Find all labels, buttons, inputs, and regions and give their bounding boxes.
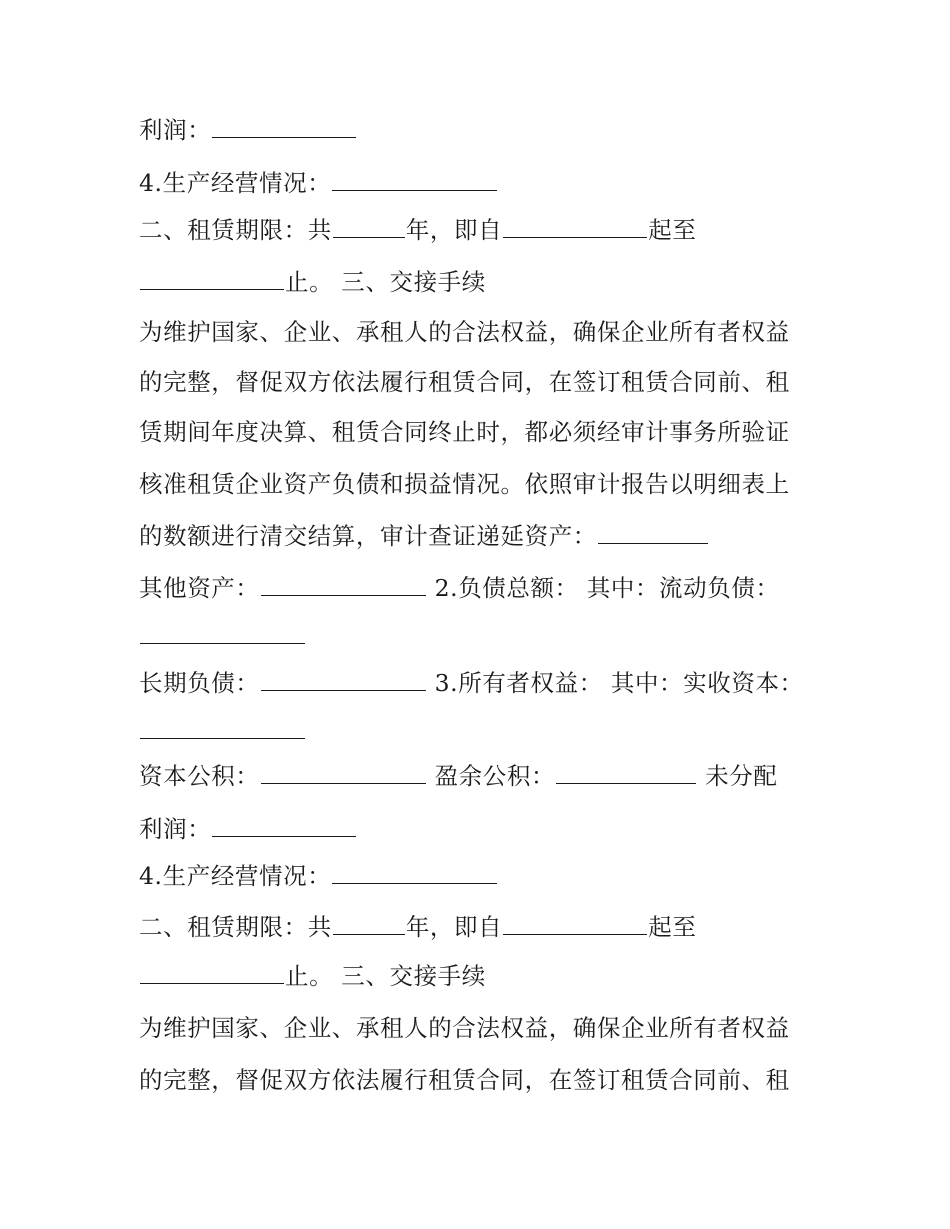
lease-term-text-a: 二、租赁期限：共: [139, 913, 332, 941]
paragraph-line: 为维护国家、企业、承租人的合法权益，确保企业所有者权益: [139, 318, 790, 346]
other-assets-label: 其他资产：: [139, 574, 260, 602]
capital-reserve-label: 资本公积：: [139, 762, 260, 790]
lease-term-text-a: 二、租赁期限：共: [139, 216, 332, 244]
lease-term-line: [139, 910, 696, 944]
paragraph-line: 核准租赁企业资产负债和损益情况。依照审计报告以明细表上: [139, 470, 790, 498]
lease-years-blank: [333, 213, 405, 238]
lease-years-blank: [333, 910, 405, 935]
paid-in-capital-line: [139, 714, 306, 748]
long-term-liabilities-label: 长期负债：: [139, 669, 260, 697]
paid-in-capital-blank: [140, 714, 305, 739]
handover-line: [139, 959, 486, 993]
lease-term-text-b: 年，即自: [405, 913, 503, 941]
lease-term-text-c: 起至: [648, 216, 697, 244]
operation-line: [139, 859, 498, 893]
handover-text: 止。 三、交接手续: [285, 962, 486, 990]
lease-start-blank: [503, 910, 647, 935]
lease-term-text-b: 年，即自: [405, 216, 503, 244]
lease-end-blank: [140, 959, 284, 984]
handover-text: 止。 三、交接手续: [285, 268, 486, 296]
current-liabilities-line: [139, 619, 306, 653]
undistributed-label: 未分配: [697, 762, 778, 790]
capital-reserve-blank: [261, 759, 426, 784]
paragraph-line: 赁期间年度决算、租赁合同终止时，都必须经审计事务所验证: [139, 418, 790, 446]
profit-blank: [212, 812, 356, 837]
owner-equity-label: 3.所有者权益： 其中：实收资本：: [426, 669, 804, 697]
paragraph-line: 为维护国家、企业、承租人的合法权益，确保企业所有者权益: [139, 1014, 790, 1042]
surplus-reserve-label: 盈余公积：: [426, 762, 556, 790]
operation-blank: [332, 166, 497, 191]
paragraph-line: 的完整，督促双方依法履行租赁合同，在签订租赁合同前、租: [139, 368, 790, 396]
reserves-line: [139, 759, 777, 793]
profit-blank: [212, 113, 356, 138]
lease-start-blank: [503, 213, 647, 238]
operation-label: 4.生产经营情况：: [139, 169, 332, 197]
operation-label: 4.生产经营情况：: [139, 862, 332, 890]
operation-line: [139, 166, 498, 200]
deferred-assets-text: 的数额进行清交结算，审计查证递延资产：: [139, 522, 597, 550]
handover-line: [139, 265, 486, 299]
deferred-assets-blank: [598, 519, 708, 544]
long-term-liabilities-line: [139, 666, 804, 700]
lease-end-blank: [140, 265, 284, 290]
liabilities-label: 2.负债总额： 其中：流动负债：: [426, 574, 780, 602]
profit-label: 利润：: [139, 116, 212, 144]
long-term-liabilities-blank: [261, 666, 426, 691]
profit-line: [139, 113, 357, 147]
other-assets-line: [139, 571, 780, 605]
surplus-reserve-blank: [556, 759, 696, 784]
profit-line: [139, 812, 357, 846]
lease-term-text-c: 起至: [648, 913, 697, 941]
operation-blank: [332, 859, 497, 884]
profit-label: 利润：: [139, 815, 212, 843]
other-assets-blank: [261, 571, 426, 596]
paragraph-line-deferred: [139, 519, 709, 553]
current-liabilities-blank: [140, 619, 305, 644]
paragraph-line: 的完整，督促双方依法履行租赁合同，在签订租赁合同前、租: [139, 1066, 790, 1094]
lease-term-line: [139, 213, 696, 247]
